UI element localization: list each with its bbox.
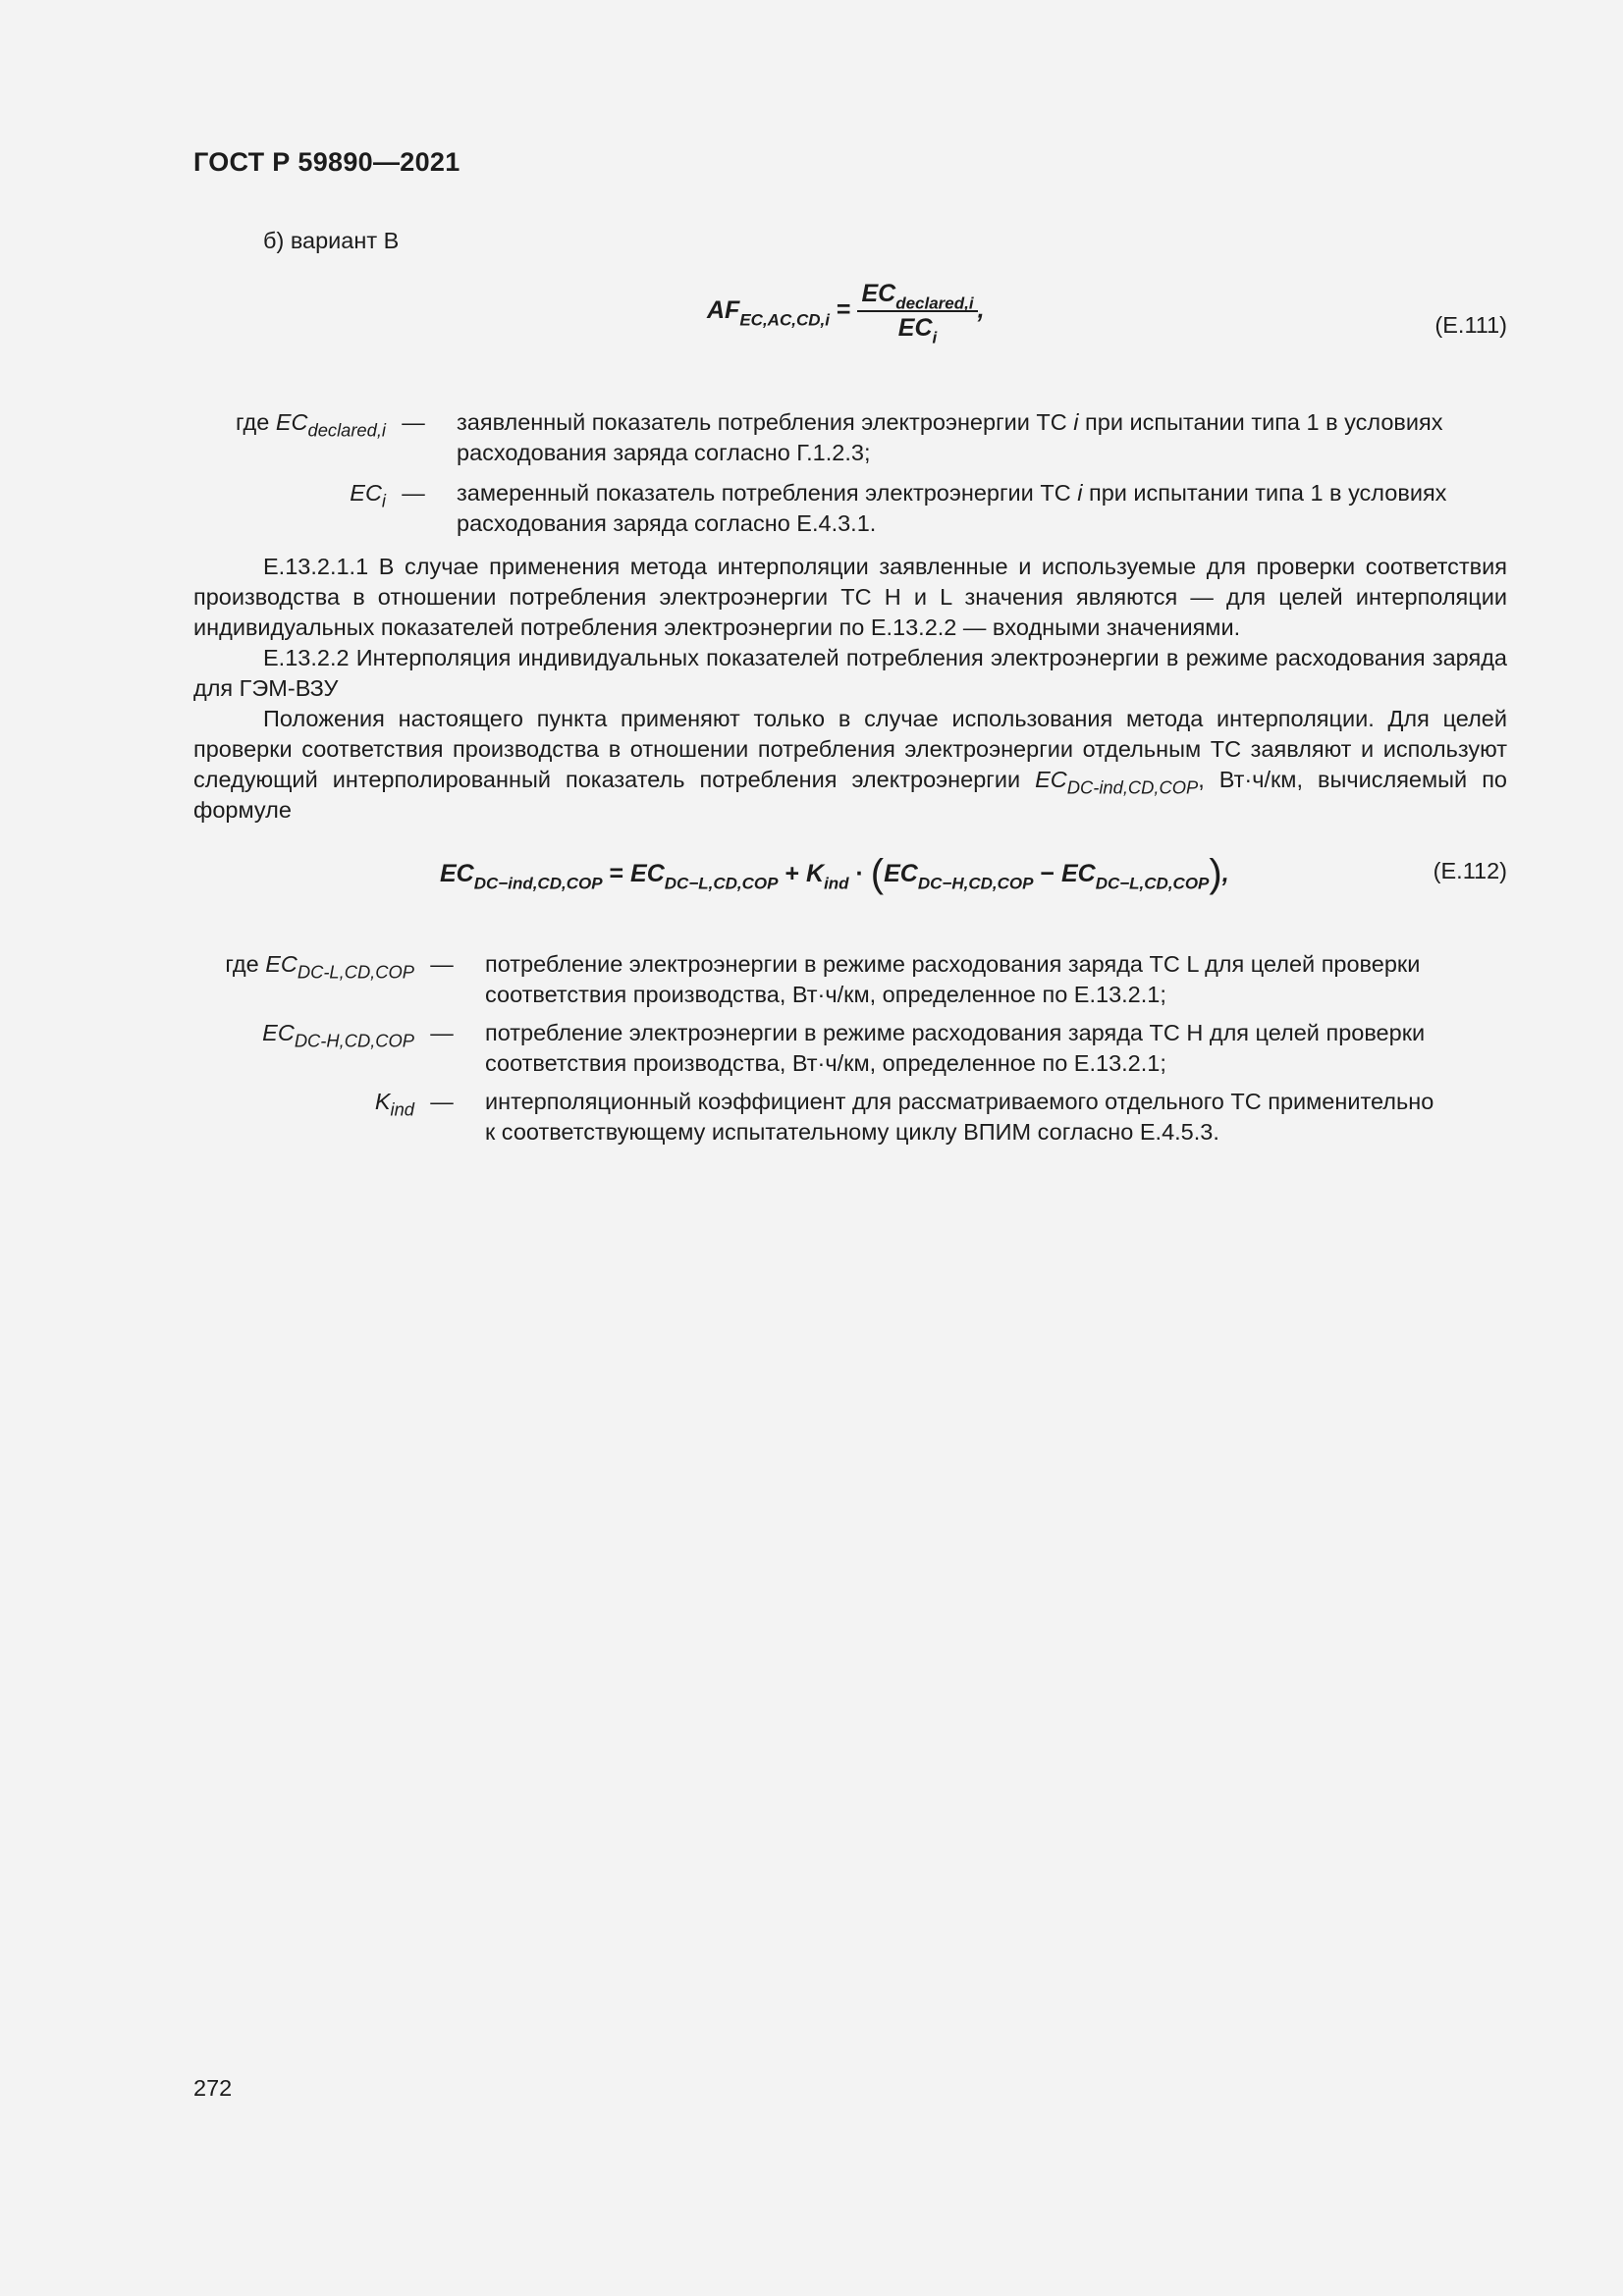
paragraph-interpolation: Положения настоящего пункта применяют только в случае использования метода интерполяции. Для целей проверки соответствия производства в отношении потребления электроэнергии отдельным ТС заявляют и используют следующий интерполированный показатель потребления электроэнергии $EC_{DC-ind,CD,COP}$, Вт·ч/км, вычисляемый по формуле (193, 706, 1508, 823)
definition-dash: — (402, 409, 425, 435)
equation-number-e111: (Е.111) (1434, 312, 1507, 338)
document-header: ГОСТ Р 59890—2021 (193, 147, 460, 177)
definition-row (193, 407, 1527, 468)
definition-dash: — (430, 1020, 454, 1045)
paragraph-e13-2-1-1: Е.13.2.1.1 В случае применения метода интерполяции заявленные и используемые для проверки соответствия производства в отношении потребления электроэнергии ТС Н и L значения являются — для целей интерполяции индивидуальных показателей потребления электроэнергии по Е.13.2.2 — входными значениями. (193, 554, 1507, 640)
definition-text: замеренный показатель потребления электроэнергии ТС i при испытании типа 1 в условиях расходования заряда согласно Е.4.3.1. (457, 480, 1447, 536)
definition-symbol: $K_{ind}$ (374, 1089, 414, 1120)
eq111-fraction (857, 280, 977, 347)
definition-text: заявленный показатель потребления электроэнергии ТС i при испытании типа 1 в условиях расходования заряда согласно Г.1.2.3; (457, 409, 1443, 465)
equation-e112: $EC_{DC-ind,CD,COP} = EC_{DC-L,CD,COP} + K_{ind} \cdot (EC_{DC-H,CD,COP} - EC_{DC-L,CD,COP})$, (440, 852, 1229, 895)
definition-symbol: где $EC_{DC-L,CD,COP}$ (225, 951, 414, 983)
definitions-e111 (193, 407, 1527, 539)
equation-number-e112: (Е.112) (1433, 858, 1507, 883)
eq111-comma: , (977, 295, 985, 324)
definition-row (193, 1018, 1526, 1079)
definition-row (193, 478, 1527, 539)
body-paragraphs (193, 552, 1507, 826)
eq111-denominator: $EC_i$ (897, 314, 938, 347)
definition-dash: — (430, 951, 454, 977)
definition-symbol: $EC_{DC-H,CD,COP}$ (262, 1020, 414, 1051)
eq111-numerator: $EC_{declared,i}$ (857, 280, 977, 312)
definition-symbol: где $EC_{declared,i}$ (236, 409, 386, 441)
definition-row (193, 949, 1526, 1010)
definition-dash: — (430, 1089, 454, 1114)
definition-text: интерполяционный коэффициент для рассматриваемого отдельного ТС применительно к соответствующему испытательному циклу ВПИМ согласно Е.4.5.3. (485, 1089, 1434, 1145)
page-number: 272 (193, 2075, 233, 2101)
eq111-equals: = (836, 295, 851, 324)
equation-e111 (707, 280, 985, 347)
definition-symbol: $EC_i$ (350, 480, 386, 511)
paragraph-e13-2-2: Е.13.2.2 Интерполяция индивидуальных показателей потребления электроэнергии в режиме расходования заряда для ГЭМ-ВЗУ (193, 645, 1507, 701)
definition-text: потребление электроэнергии в режиме расходования заряда ТС Н для целей проверки соответствия производства, Вт·ч/км, определенное по Е.13.2.1; (485, 1020, 1426, 1076)
variant-label: б) вариант В (263, 228, 400, 253)
definition-text: потребление электроэнергии в режиме расходования заряда ТС L для целей проверки соответствия производства, Вт·ч/км, определенное по Е.13.2.1; (485, 951, 1421, 1007)
definition-dash: — (402, 480, 425, 506)
definitions-e112 (193, 949, 1526, 1148)
eq111-lhs: $AF_{EC,AC,CD,i}$ (707, 295, 830, 330)
definition-row (193, 1087, 1526, 1148)
